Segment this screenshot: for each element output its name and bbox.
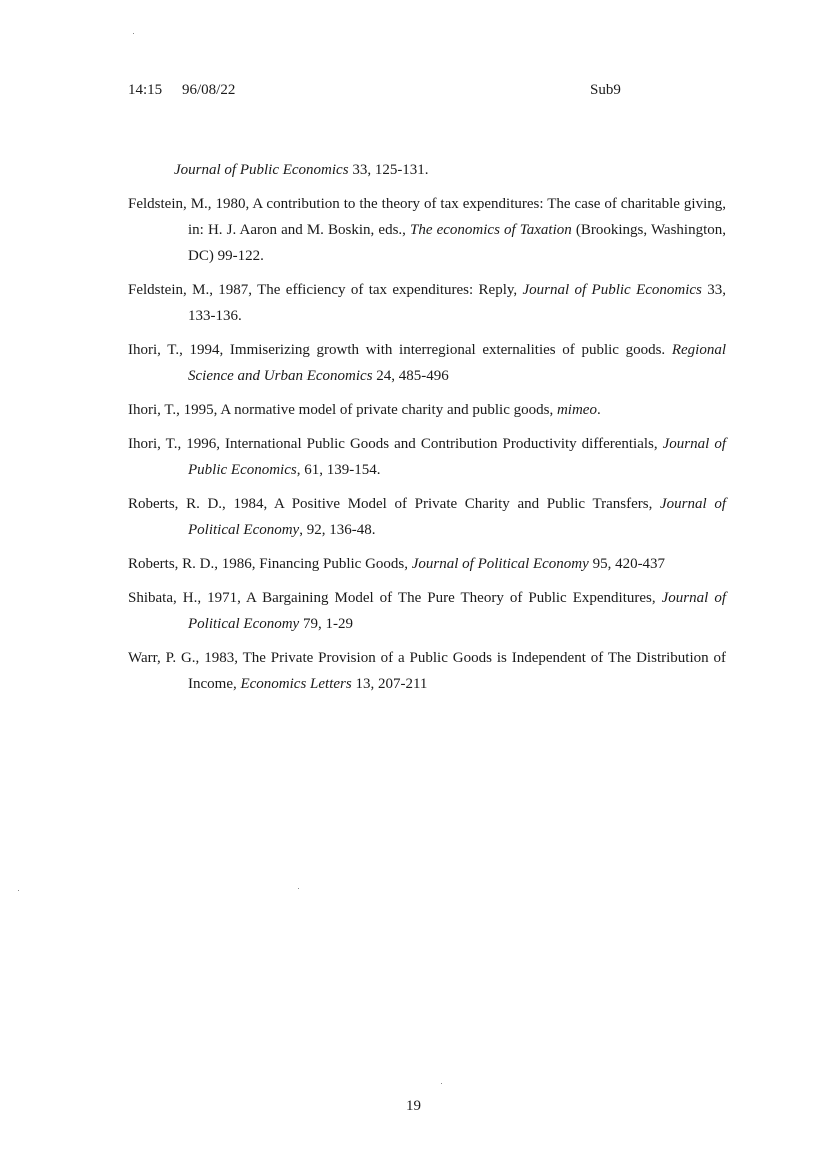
- scan-speck: [298, 888, 299, 889]
- scan-speck: [18, 890, 19, 891]
- reference-source: Economics Letters: [240, 676, 352, 692]
- reference-text: Roberts, R. D., 1984, A Positive Model of Private Charity and Public Transfers,: [128, 496, 660, 512]
- scan-speck: [441, 1083, 442, 1084]
- header-date: 96/08/22: [182, 82, 236, 98]
- reference-text: , 92, 136-48.: [299, 522, 376, 538]
- reference-text: 79, 1-29: [299, 616, 353, 632]
- reference-text: 33, 125-131.: [348, 162, 429, 178]
- reference-text: 33, 133-136.: [188, 282, 726, 324]
- reference-entry: [128, 551, 726, 577]
- reference-entry: [128, 491, 726, 543]
- reference-source: mimeo: [556, 402, 597, 418]
- reference-entry: [128, 277, 726, 329]
- reference-source: Journal of Public Economics: [174, 162, 349, 178]
- reference-source: Regional Science and Urban Economics: [188, 342, 726, 384]
- reference-text: Roberts, R. D., 1986, Financing Public Goods,: [128, 556, 412, 572]
- reference-entry: [128, 397, 726, 423]
- reference-text: , 61, 139-154.: [296, 462, 381, 478]
- reference-entry: [128, 431, 726, 483]
- reference-text: Ihori, T., 1995, A normative model of private charity and public goods,: [128, 402, 557, 418]
- reference-text: Feldstein, M., 1987, The efficiency of tax expenditures: Reply,: [128, 282, 523, 298]
- reference-text: .: [596, 402, 601, 418]
- reference-source: Journal of Political Economy: [188, 496, 726, 538]
- reference-source: Journal of Public Economics: [188, 436, 726, 478]
- reference-text: 24, 485-496: [372, 368, 449, 384]
- reference-list: [128, 157, 726, 705]
- reference-text: Feldstein, M., 1980, A contribution to the theory of tax expenditures: The case of charitable giving, in: H. J. Aaron and M. Boskin, eds.,: [128, 196, 726, 238]
- reference-text: Ihori, T., 1994, Immiserizing growth with interregional externalities of public goods.: [128, 342, 672, 358]
- reference-source: The economics of Taxation: [410, 222, 572, 238]
- reference-text: Ihori, T., 1996, International Public Goods and Contribution Productivity differentials,: [128, 436, 663, 452]
- reference-text: (Brookings, Washington, DC) 99-122.: [188, 222, 727, 264]
- reference-entry: [128, 337, 726, 389]
- reference-source: Journal of Political Economy: [188, 590, 726, 632]
- reference-text: 95, 420-437: [588, 556, 666, 572]
- reference-text: Shibata, H., 1971, A Bargaining Model of The Pure Theory of Public Expenditures,: [128, 590, 662, 606]
- header-time: 14:15: [128, 82, 163, 98]
- header-doc-id: Sub9: [590, 82, 621, 98]
- reference-entry: [128, 157, 726, 183]
- page-number: 19: [406, 1098, 421, 1114]
- reference-entry: [128, 191, 726, 269]
- reference-source: Journal of Public Economics: [522, 282, 702, 298]
- reference-source: Journal of Political Economy: [411, 556, 589, 572]
- reference-text: 13, 207-211: [351, 676, 428, 692]
- scan-speck: [133, 33, 134, 34]
- reference-text: Warr, P. G., 1983, The Private Provision of a Public Goods is Independent of The Distribution of Income,: [128, 650, 726, 692]
- reference-entry: [128, 645, 726, 697]
- reference-entry: [128, 585, 726, 637]
